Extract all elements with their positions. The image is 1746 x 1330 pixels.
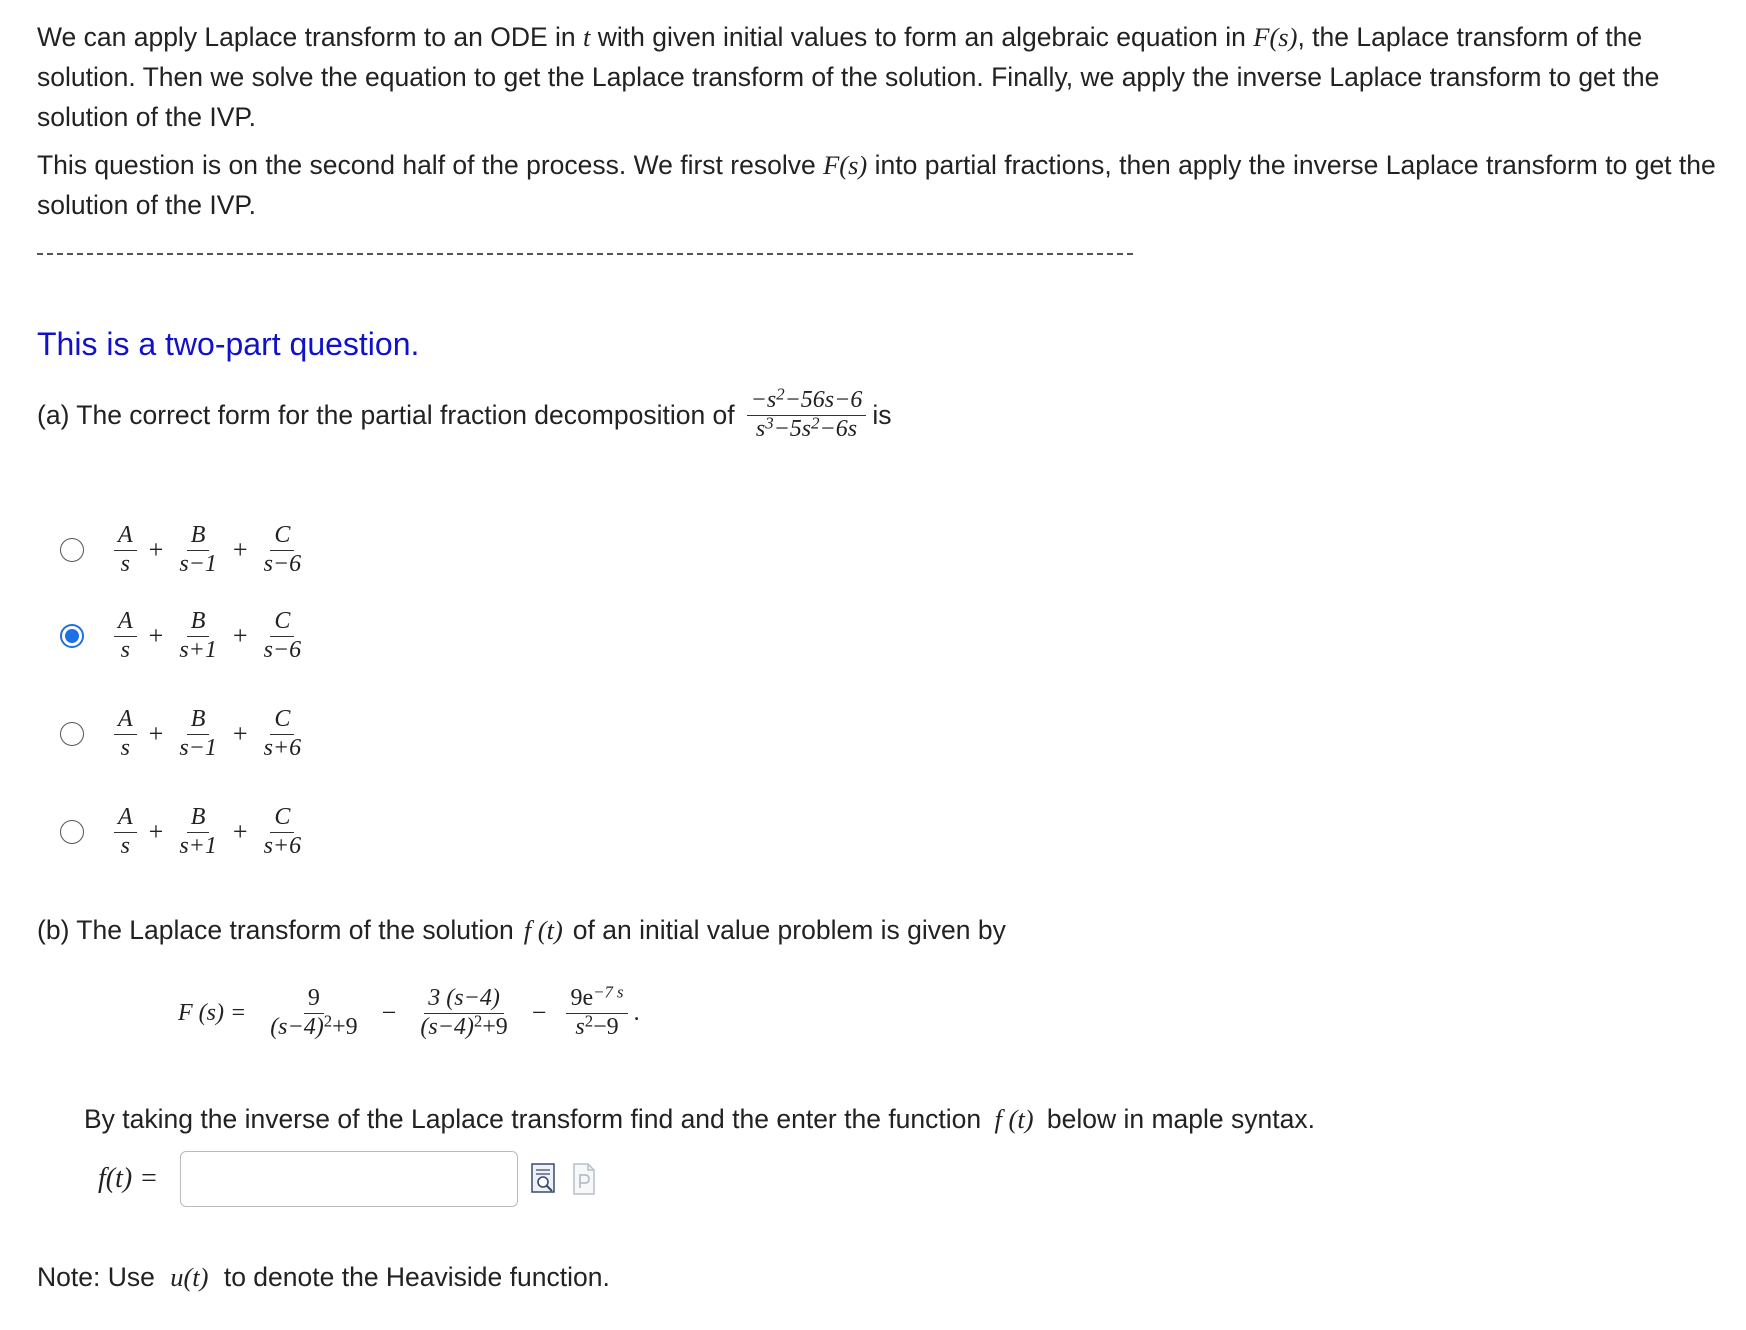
- term-num: C: [270, 608, 294, 637]
- den-part: (s−4): [420, 1013, 474, 1040]
- term-num: B: [187, 706, 210, 735]
- fraction-1: [266, 985, 361, 1041]
- note-part: to denote the Heaviside function.: [223, 1262, 610, 1292]
- help-icon[interactable]: [570, 1162, 598, 1196]
- part-b-question: [37, 915, 1006, 946]
- plus-sign: +: [148, 621, 164, 650]
- minus-sign: −: [531, 998, 547, 1028]
- den-part: +9: [332, 1013, 358, 1040]
- fraction-1-numerator: 9: [304, 985, 324, 1014]
- intro-text: with given initial values to form an algebraic equation in: [597, 22, 1246, 52]
- fraction-2: [416, 985, 511, 1041]
- Fs-label: F (s) =: [178, 999, 247, 1026]
- fraction-3-numerator: [566, 982, 627, 1014]
- part-b-prefix: (b) The Laplace transform of the solution: [37, 915, 514, 945]
- instruction-text: [84, 1104, 1315, 1135]
- fraction-3-denominator: [571, 1011, 622, 1042]
- term-den: s−1: [179, 550, 217, 577]
- term-den: s: [120, 734, 130, 761]
- intro-text: We can apply Laplace transform to an ODE in: [37, 22, 576, 52]
- term-B: [175, 706, 221, 762]
- intro-paragraph-1: [37, 17, 1717, 137]
- term-den: s: [120, 832, 130, 859]
- term-C: [260, 608, 306, 664]
- den-part: +9: [482, 1013, 508, 1040]
- part-a-question: [37, 380, 891, 450]
- option-4[interactable]: [60, 800, 311, 864]
- plus-sign: +: [232, 535, 248, 564]
- term-den: s−1: [179, 734, 217, 761]
- term-C: [260, 522, 306, 578]
- option-2[interactable]: [60, 604, 311, 668]
- den-part: −9: [593, 1013, 619, 1040]
- fraction-1-denominator: [266, 1011, 361, 1042]
- part-a-suffix: is: [872, 399, 892, 430]
- plus-sign: +: [148, 817, 164, 846]
- term-B: [175, 608, 221, 664]
- fraction-2-denominator: [416, 1011, 511, 1042]
- den-exponent: 2: [584, 1011, 594, 1031]
- plus-sign: +: [148, 535, 164, 564]
- fraction-3: [566, 982, 627, 1041]
- term-A: [114, 608, 137, 664]
- term-num: B: [187, 608, 210, 637]
- radio-button-option-1[interactable]: [60, 538, 84, 562]
- note-part: Note: Use: [37, 1262, 155, 1292]
- term-den: s: [120, 550, 130, 577]
- term-num: A: [114, 608, 137, 637]
- math-u: u(t): [170, 1262, 209, 1292]
- term-num: B: [187, 522, 210, 551]
- fraction-2-numerator: 3 (s−4): [424, 985, 504, 1014]
- term-den: s: [120, 636, 130, 663]
- math-Fs: F(s): [1253, 22, 1298, 52]
- plus-sign: +: [148, 719, 164, 748]
- den-exponent: 2: [473, 1011, 483, 1031]
- term-A: [114, 804, 137, 860]
- term-num: C: [270, 804, 294, 833]
- term-den: s−6: [263, 636, 302, 663]
- dashed-divider: [37, 253, 1133, 255]
- intro-paragraph-2: [37, 145, 1717, 225]
- part-a-prefix: (a) The correct form for the partial fraction decomposition of: [37, 399, 735, 430]
- term-C: [260, 706, 306, 762]
- rational-numerator: [747, 384, 867, 416]
- option-1[interactable]: [60, 518, 311, 582]
- period: .: [633, 999, 640, 1026]
- term-den: s+1: [179, 636, 217, 663]
- intro-text: into partial fractions, then apply the inverse Laplace transform to get the solution of the IVP.: [37, 150, 1716, 220]
- rational-function: [747, 384, 867, 443]
- radio-button-option-4[interactable]: [60, 820, 84, 844]
- option-3[interactable]: [60, 702, 311, 766]
- plus-sign: +: [232, 719, 248, 748]
- term-num: A: [114, 706, 137, 735]
- option-3-expression: [108, 706, 311, 762]
- instruction-part: below in maple syntax.: [1046, 1104, 1315, 1134]
- intro-text: This question is on the second half of the process. We first resolve: [37, 150, 816, 180]
- option-2-expression: [108, 608, 311, 664]
- radio-button-option-3[interactable]: [60, 722, 84, 746]
- two-part-heading: This is a two-part question.: [37, 326, 420, 362]
- num-exponent: −7 s: [593, 982, 624, 1002]
- option-1-expression: [108, 522, 311, 578]
- num-exponent: 2: [776, 384, 785, 404]
- num-part: 9e: [570, 985, 594, 1011]
- term-num: B: [187, 804, 210, 833]
- den-part: (s−4): [270, 1013, 324, 1040]
- math-ft: f (t): [523, 915, 563, 945]
- term-B: [175, 804, 221, 860]
- term-num: A: [114, 804, 137, 833]
- radio-button-option-2-selected[interactable]: [60, 624, 84, 648]
- intro-text: , the Laplace transform of the solution. Then we solve the equation to get the Laplace transform of the solution. Finally, we apply the inverse Laplace transform to get the solution of the IVP.: [37, 22, 1660, 132]
- term-A: [114, 522, 137, 578]
- answer-label: f(t) =: [98, 1163, 159, 1194]
- minus-sign: −: [381, 998, 397, 1028]
- term-den: s+6: [263, 832, 302, 859]
- math-Fs: F(s): [823, 150, 868, 180]
- answer-input[interactable]: [180, 1151, 518, 1207]
- num-part: −s: [750, 386, 777, 413]
- den-exponent: 3: [765, 412, 774, 432]
- den-exponent: 2: [811, 412, 820, 432]
- den-part: s: [575, 1013, 585, 1040]
- laplace-transform-expression: [178, 982, 640, 1041]
- plus-sign: +: [232, 817, 248, 846]
- term-C: [260, 804, 306, 860]
- math-ft: f (t): [994, 1104, 1034, 1134]
- option-4-expression: [108, 804, 311, 860]
- term-B: [175, 522, 221, 578]
- term-num: A: [114, 522, 137, 551]
- note-text: [37, 1262, 610, 1293]
- den-part: −5s: [773, 415, 812, 442]
- num-part: −56s−6: [784, 386, 863, 413]
- term-den: s+1: [179, 832, 217, 859]
- math-t: t: [583, 22, 591, 52]
- term-num: C: [270, 522, 294, 551]
- den-exponent: 2: [323, 1011, 333, 1031]
- part-b-suffix: of an initial value problem is given by: [572, 915, 1006, 945]
- preview-icon[interactable]: [530, 1162, 558, 1196]
- instruction-part: By taking the inverse of the Laplace transform find and the enter the function: [84, 1104, 982, 1134]
- term-den: s−6: [263, 550, 302, 577]
- answer-row: [98, 1150, 598, 1208]
- plus-sign: +: [232, 621, 248, 650]
- rational-denominator: [752, 412, 861, 444]
- term-A: [114, 706, 137, 762]
- den-part: −6s: [819, 415, 858, 442]
- term-num: C: [270, 706, 294, 735]
- den-part: s: [755, 415, 766, 442]
- term-den: s+6: [263, 734, 302, 761]
